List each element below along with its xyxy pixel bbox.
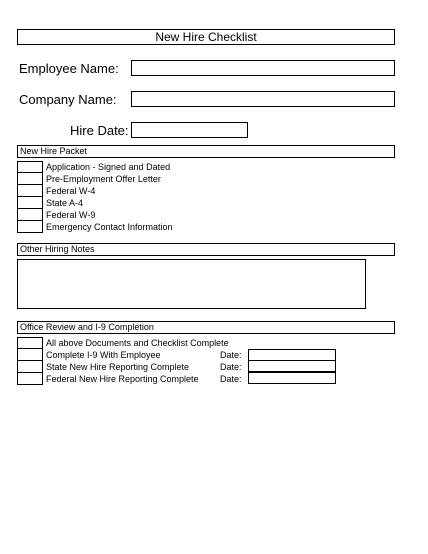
list-item: Emergency Contact Information bbox=[46, 222, 173, 232]
review-checkbox-i9-complete[interactable] bbox=[17, 349, 43, 361]
list-item: Federal W-4 bbox=[46, 186, 96, 196]
page-title: New Hire Checklist bbox=[17, 29, 395, 45]
new-hire-packet-heading: New Hire Packet bbox=[17, 145, 395, 158]
hiring-notes-textarea[interactable] bbox=[17, 259, 366, 309]
i9-date-label: Date: bbox=[220, 350, 242, 360]
list-item: All above Documents and Checklist Complete bbox=[46, 338, 229, 348]
review-checkbox-documents-complete[interactable] bbox=[17, 337, 43, 349]
state-reporting-date-label: Date: bbox=[220, 362, 242, 372]
packet-checkbox-federal-w4[interactable] bbox=[17, 185, 43, 197]
review-checkbox-state-reporting[interactable] bbox=[17, 361, 43, 373]
packet-checkbox-column bbox=[17, 161, 43, 233]
packet-checkbox-application[interactable] bbox=[17, 161, 43, 173]
hire-date-label: Hire Date: bbox=[70, 123, 129, 138]
list-item: Complete I-9 With Employee bbox=[46, 350, 161, 360]
packet-checkbox-offer-letter[interactable] bbox=[17, 173, 43, 185]
company-name-label: Company Name: bbox=[19, 92, 117, 107]
list-item: Federal W-9 bbox=[46, 210, 96, 220]
office-review-heading: Office Review and I-9 Completion bbox=[17, 321, 395, 334]
federal-reporting-date-label: Date: bbox=[220, 374, 242, 384]
packet-checkbox-emergency-contact[interactable] bbox=[17, 221, 43, 233]
state-reporting-date-field[interactable] bbox=[248, 360, 336, 372]
list-item: Federal New Hire Reporting Complete bbox=[46, 374, 199, 384]
review-checkbox-column bbox=[17, 337, 43, 385]
packet-checkbox-federal-w9[interactable] bbox=[17, 209, 43, 221]
review-items bbox=[46, 337, 229, 385]
federal-reporting-date-field[interactable] bbox=[248, 372, 336, 384]
review-checkbox-federal-reporting[interactable] bbox=[17, 373, 43, 385]
list-item: State New Hire Reporting Complete bbox=[46, 362, 190, 372]
packet-checkbox-state-a4[interactable] bbox=[17, 197, 43, 209]
list-item: Pre-Employment Offer Letter bbox=[46, 174, 161, 184]
list-item: State A-4 bbox=[46, 198, 84, 208]
list-item: Application - Signed and Dated bbox=[46, 162, 171, 172]
employee-name-field[interactable] bbox=[131, 60, 395, 76]
company-name-field[interactable] bbox=[131, 91, 395, 107]
packet-items bbox=[46, 161, 173, 233]
employee-name-label: Employee Name: bbox=[19, 61, 119, 76]
other-hiring-notes-heading: Other Hiring Notes bbox=[17, 243, 395, 256]
hire-date-field[interactable] bbox=[131, 122, 248, 138]
